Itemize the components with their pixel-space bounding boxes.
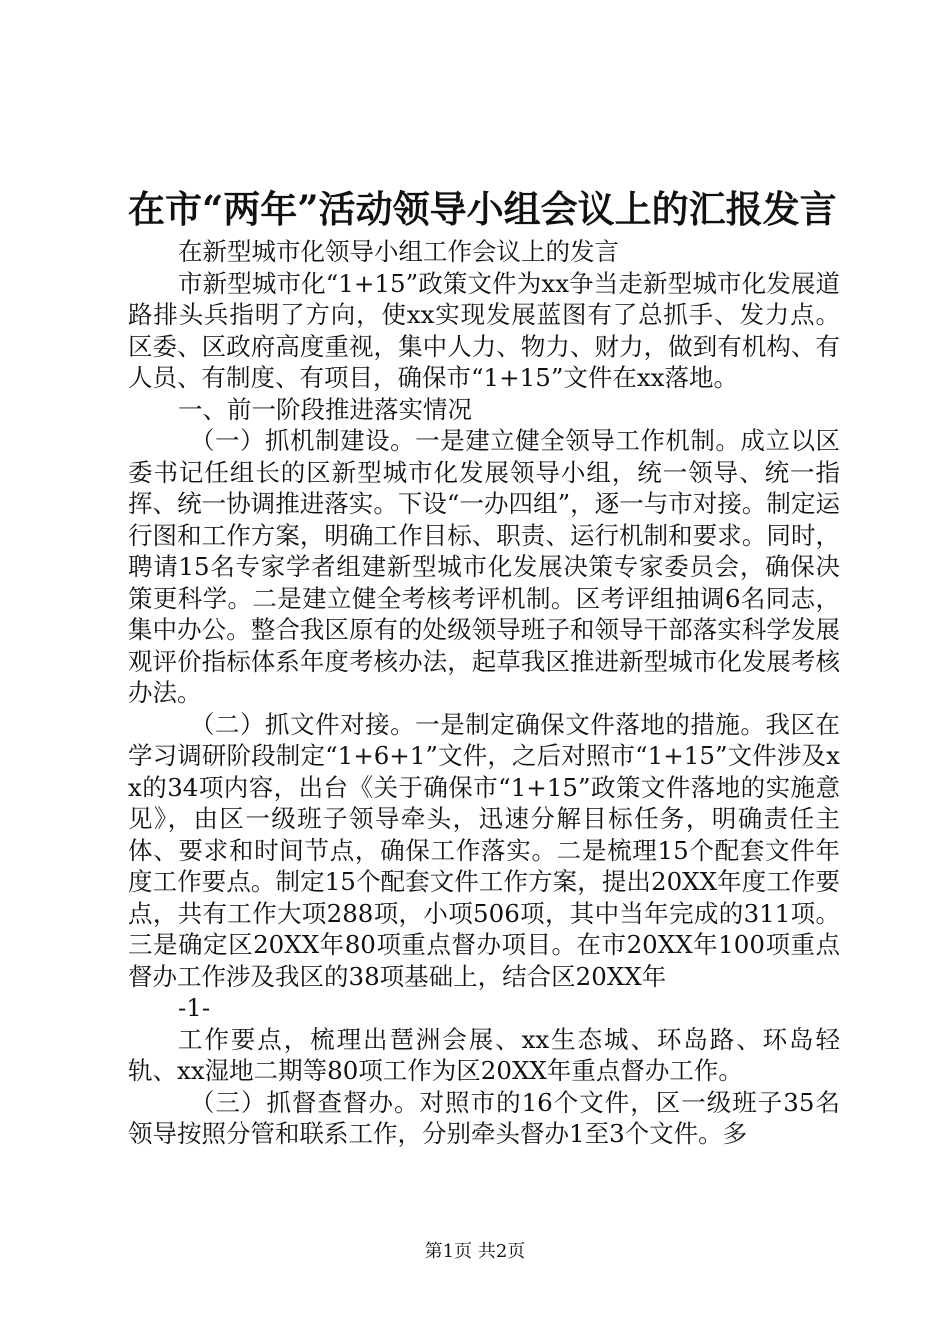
intro-paragraph: 市新型城市化“1+15”政策文件为xx争当走新型城市化发展道路排头兵指明了方向，使xx实现发展蓝图有了总抓手、发力点。区委、区政府高度重视，集中人力、物力、财力，做到有机构、有人员、有制度、有项目，确保市“1+15”文件在xx落地。	[128, 268, 840, 392]
subtitle-paragraph: 在新型城市化领导小组工作会议上的发言	[178, 237, 619, 266]
paragraph-mechanism: （一）抓机制建设。一是建立健全领导工作机制。成立以区委书记任组长的区新型城市化发展领导小组，统一领导、统一指挥、统一协调推进落实。下设“一办四组”，逐一与市对接。制定运行图和工作方案，明确工作目标、职责、运行机制和要求。同时，聘请15名专家学者组建新型城市化发展决策专家委员会，确保决策更科学。二是建立健全考核考评机制。区考评组抽调6名同志，集中办公。整合我区原有的处级领导班子和领导干部落实科学发展观评价指标体系年度考核办法，起草我区推进新型城市化发展考核办法。	[128, 426, 840, 707]
inline-page-number: -1-	[178, 993, 211, 1022]
document-body	[128, 236, 840, 1150]
paragraph-supervision: （三）抓督查督办。对照市的16个文件，区一级班子35名领导按照分管和联系工作，分别牵头督办1至3个文件。多	[128, 1087, 840, 1148]
document-title: 在市“两年”活动领导小组会议上的汇报发言	[128, 187, 837, 231]
page-footer: 第1页 共2页	[424, 1241, 526, 1262]
paragraph-continuation: 工作要点，梳理出琶洲会展、xx生态城、环岛路、环岛轻轨、xx湿地二期等80项工作为区20XX年重点督办工作。	[128, 1024, 840, 1085]
section-heading: 一、前一阶段推进落实情况	[178, 394, 472, 424]
paragraph-document-docking: （二）抓文件对接。一是制定确保文件落地的措施。我区在学习调研阶段制定“1+6+1”文件，之后对照市“1+15”文件涉及xx的34项内容，出台《关于确保市“1+15”政策文件落地的实施意见》，由区一级班子领导牵头，迅速分解目标任务，明确责任主体、要求和时间节点，确保工作落实。二是梳理15个配套文件年度工作要点。制定15个配套文件工作方案，提出20XX年度工作要点，共有工作大项288项，小项506项，其中当年完成的311项。三是确定区20XX年80项重点督办项目。在市20XX年100项重点督办工作涉及我区的38项基础上，结合区20XX年	[128, 709, 840, 991]
